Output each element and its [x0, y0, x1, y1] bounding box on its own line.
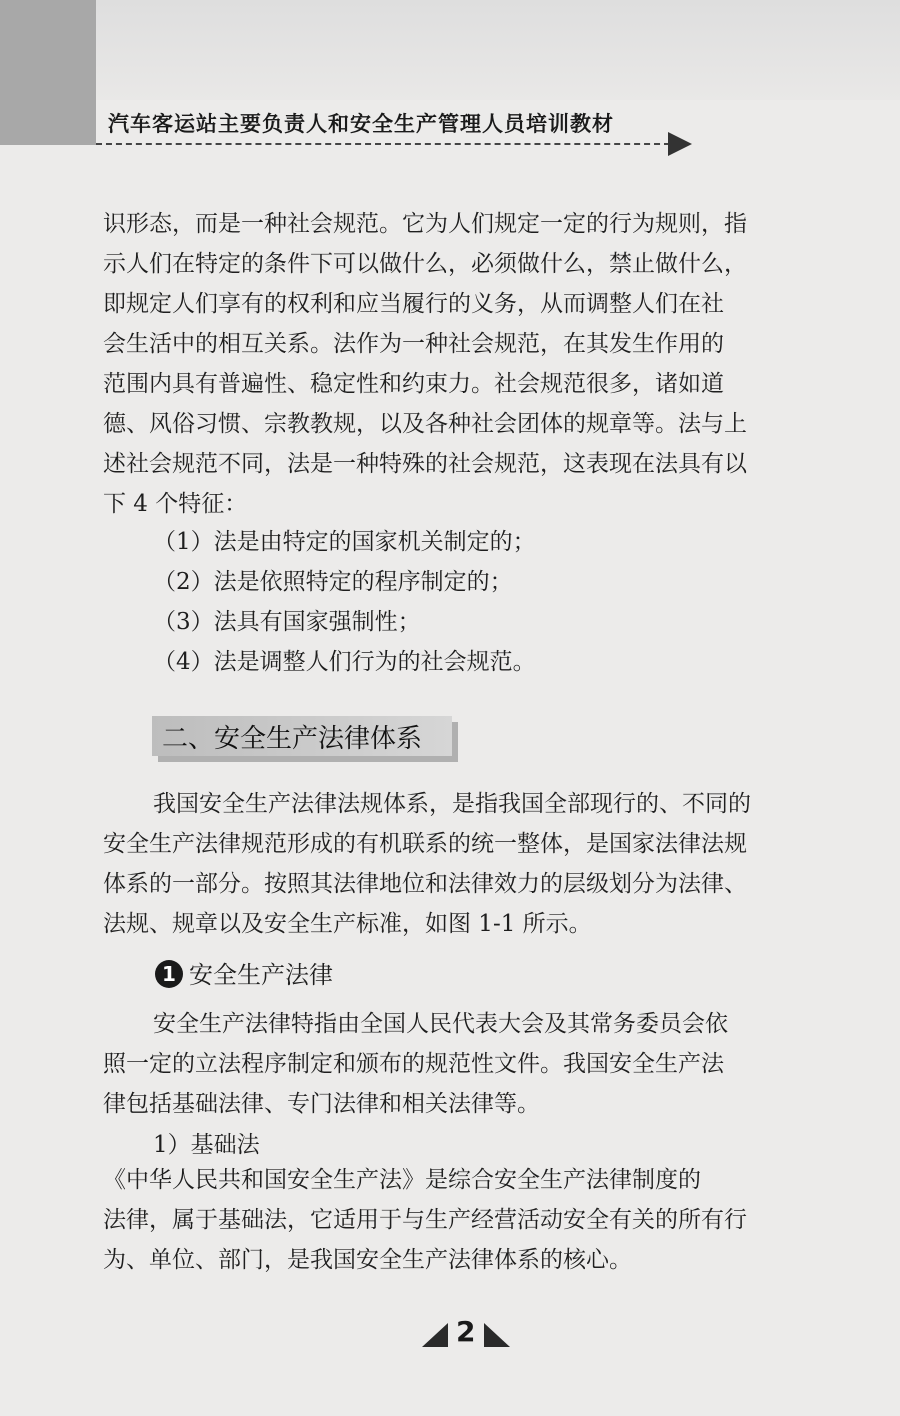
- subsection-heading: [155, 955, 333, 990]
- text-line: 安全生产法律特指由全国人民代表大会及其常务委员会依: [153, 1011, 728, 1037]
- header-dashed-line: [96, 143, 670, 145]
- text-line: 下 4 个特征：: [103, 491, 248, 517]
- feature-item: （3）法具有国家强制性；: [153, 609, 421, 635]
- section-heading: [152, 716, 452, 756]
- text-line: 体系的一部分。按照其法律地位和法律效力的层级划分为法律、: [103, 871, 747, 897]
- running-title: 汽车客运站主要负责人和安全生产管理人员培训教材: [108, 112, 614, 136]
- text-line: 照一定的立法程序制定和颁布的规范性文件。我国安全生产法: [103, 1051, 724, 1077]
- text-line: 范围内具有普遍性、稳定性和约束力。社会规范很多，诸如道: [103, 371, 724, 397]
- triangle-left-icon: [422, 1323, 448, 1347]
- triangle-right-icon: [484, 1323, 510, 1347]
- text-line: 我国安全生产法律法规体系，是指我国全部现行的、不同的: [153, 791, 751, 817]
- feature-item: （1）法是由特定的国家机关制定的；: [153, 529, 536, 555]
- text-line: 识形态，而是一种社会规范。它为人们规定一定的行为规则，指: [103, 211, 747, 237]
- text-line: 《中华人民共和国安全生产法》是综合安全生产法律制度的: [103, 1167, 701, 1193]
- text-line: 会生活中的相互关系。法作为一种社会规范，在其发生作用的: [103, 331, 724, 357]
- basic-law-heading: 1）基础法: [153, 1132, 260, 1158]
- corner-tab: [0, 0, 96, 145]
- subsection-title: 安全生产法律: [189, 961, 333, 989]
- text-line: 述社会规范不同，法是一种特殊的社会规范，这表现在法具有以: [103, 451, 747, 477]
- text-line: 示人们在特定的条件下可以做什么，必须做什么，禁止做什么，: [103, 251, 747, 277]
- feature-item: （4）法是调整人们行为的社会规范。: [153, 649, 536, 675]
- feature-item: （2）法是依照特定的程序制定的；: [153, 569, 513, 595]
- page-number: 2: [456, 1315, 476, 1348]
- text-line: 德、风俗习惯、宗教教规，以及各种社会团体的规章等。法与上: [103, 411, 747, 437]
- text-line: 法律，属于基础法，它适用于与生产经营活动安全有关的所有行: [103, 1207, 747, 1233]
- number-badge-icon: 1: [155, 960, 183, 988]
- section-heading-text: 二、安全生产法律体系: [162, 724, 423, 754]
- text-line: 安全生产法律规范形成的有机联系的统一整体，是国家法律法规: [103, 831, 747, 857]
- page-footer: [420, 1315, 520, 1355]
- header-band: [96, 0, 900, 100]
- text-line: 为、单位、部门，是我国安全生产法律体系的核心。: [103, 1247, 632, 1273]
- text-line: 即规定人们享有的权利和应当履行的义务，从而调整人们在社: [103, 291, 724, 317]
- arrow-right-icon: [668, 132, 692, 156]
- text-line: 律包括基础法律、专门法律和相关法律等。: [103, 1091, 540, 1117]
- text-line: 法规、规章以及安全生产标准，如图 1-1 所示。: [103, 911, 592, 937]
